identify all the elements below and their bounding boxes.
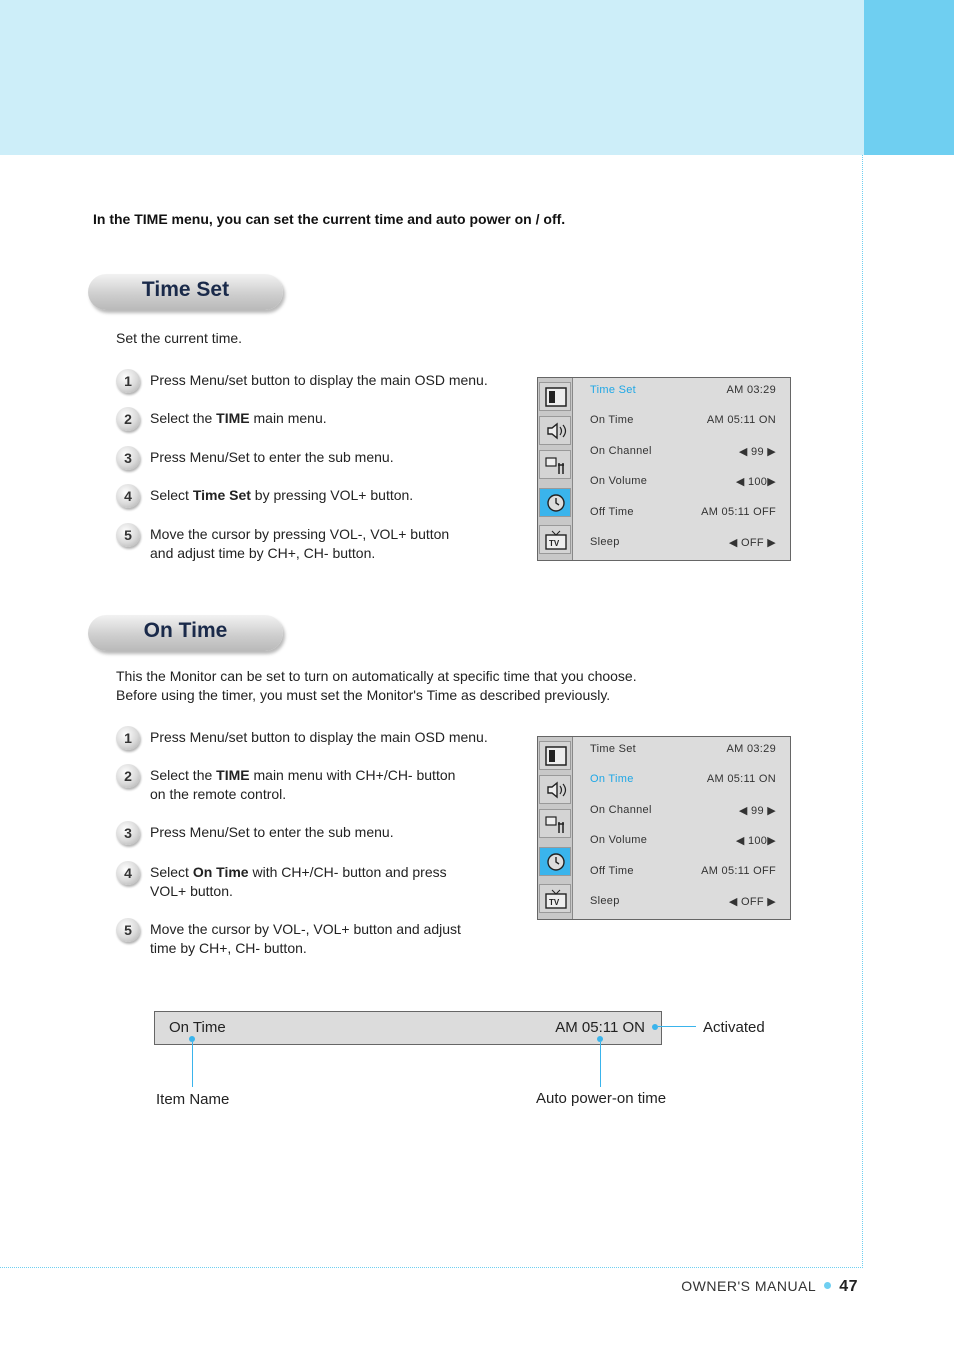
item-name-label: Item Name [156,1091,230,1108]
osd-row-off-time: Off Time AM 05:11 OFF [590,865,776,877]
osd-icon-column [538,737,573,919]
step-text: Select On Time with CH+/CH- button and press VOL+ button. [150,864,447,899]
osd-icon-column [538,378,573,560]
step-number-badge: 1 [116,369,140,393]
sound-icon [539,775,571,804]
osd-row-on-time: On Time AM 05:11 ON [590,773,776,785]
header-tab [864,0,954,155]
on-time-title: On Time [143,619,228,642]
item-name-leader-line [192,1042,193,1087]
time-set-desc: Set the current time. [116,330,243,346]
on-time-item-bar [154,1011,662,1045]
tv-icon [539,525,571,554]
osd-row-on-time: On Time AM 05:11 ON [590,414,776,426]
clock-icon [539,847,571,876]
time-set-heading [88,274,283,310]
step-text: Select Time Set by pressing VOL+ button. [150,487,414,503]
step-number-badge: 5 [116,918,140,942]
osd-row-on-volume: On Volume ◀ 100▶ [590,834,776,847]
osd-row-time-set: Time Set AM 03:29 [590,384,776,396]
step-text: Select the TIME main menu. [150,410,327,426]
activated-label: Activated [703,1019,765,1036]
osd-row-on-channel: On Channel ◀ 99 ▶ [590,804,776,817]
step-number-badge: 3 [116,821,140,845]
svg-text:TV: TV [549,539,560,548]
osd-row-off-time: Off Time AM 05:11 OFF [590,506,776,518]
osd-row-on-channel: On Channel ◀ 99 ▶ [590,445,776,458]
step-number-badge: 5 [116,523,140,547]
step-text: Press Menu/Set to enter the sub menu. [150,449,394,465]
item-value-text: AM 05:11 ON [555,1019,645,1036]
osd-row-sleep: Sleep ◀ OFF ▶ [590,895,776,908]
margin-rule-vertical [862,155,863,1268]
setup-icon [539,809,571,838]
step-text: Press Menu/set button to display the main OSD menu. [150,729,488,745]
picture-icon [539,741,571,770]
footer-dot-icon [824,1282,831,1289]
osd-menu-on-time [537,736,791,920]
clock-icon [539,488,571,517]
auto-time-leader-line [600,1042,601,1087]
step-text: Press Menu/Set to enter the sub menu. [150,824,394,840]
step-number-badge: 2 [116,764,140,788]
osd-row-on-volume: On Volume ◀ 100▶ [590,475,776,488]
step-text: Select the TIME main menu with CH+/CH- button on the remote control. [150,767,456,802]
header-band [0,0,864,155]
on-time-desc: This the Monitor can be set to turn on automatically at specific time that you choose. Before using the timer, you must set the Monitor's Time as described previously. [116,668,637,703]
time-set-title: Time Set [141,278,230,301]
on-time-heading [88,615,283,651]
item-name-text: On Time [169,1019,226,1036]
margin-rule-horizontal [0,1267,863,1268]
step-number-badge: 1 [116,726,140,750]
osd-row-time-set: Time Set AM 03:29 [590,743,776,755]
sound-icon [539,416,571,445]
osd-menu-time-set [537,377,791,561]
step-number-badge: 4 [116,861,140,885]
page-number: 47 [839,1278,858,1295]
step-number-badge: 3 [116,446,140,470]
osd-row-sleep: Sleep ◀ OFF ▶ [590,536,776,549]
step-text: Press Menu/set button to display the main OSD menu. [150,372,488,388]
step-text: Move the cursor by VOL-, VOL+ button and adjust time by CH+, CH- button. [150,921,461,956]
intro-text: In the TIME menu, you can set the current time and auto power on / off. [93,211,566,227]
svg-text:TV: TV [549,898,560,907]
step-number-badge: 4 [116,484,140,508]
footer-label: OWNER'S MANUAL [681,1278,817,1294]
setup-icon [539,450,571,479]
picture-icon [539,382,571,411]
step-text: Move the cursor by pressing VOL-, VOL+ button and adjust time by CH+, CH- button. [150,526,450,561]
tv-icon [539,884,571,913]
activated-marker [652,1024,658,1030]
auto-time-label: Auto power-on time [536,1090,667,1107]
step-number-badge: 2 [116,407,140,431]
page-footer [681,1278,858,1296]
activated-leader-line [658,1026,696,1027]
